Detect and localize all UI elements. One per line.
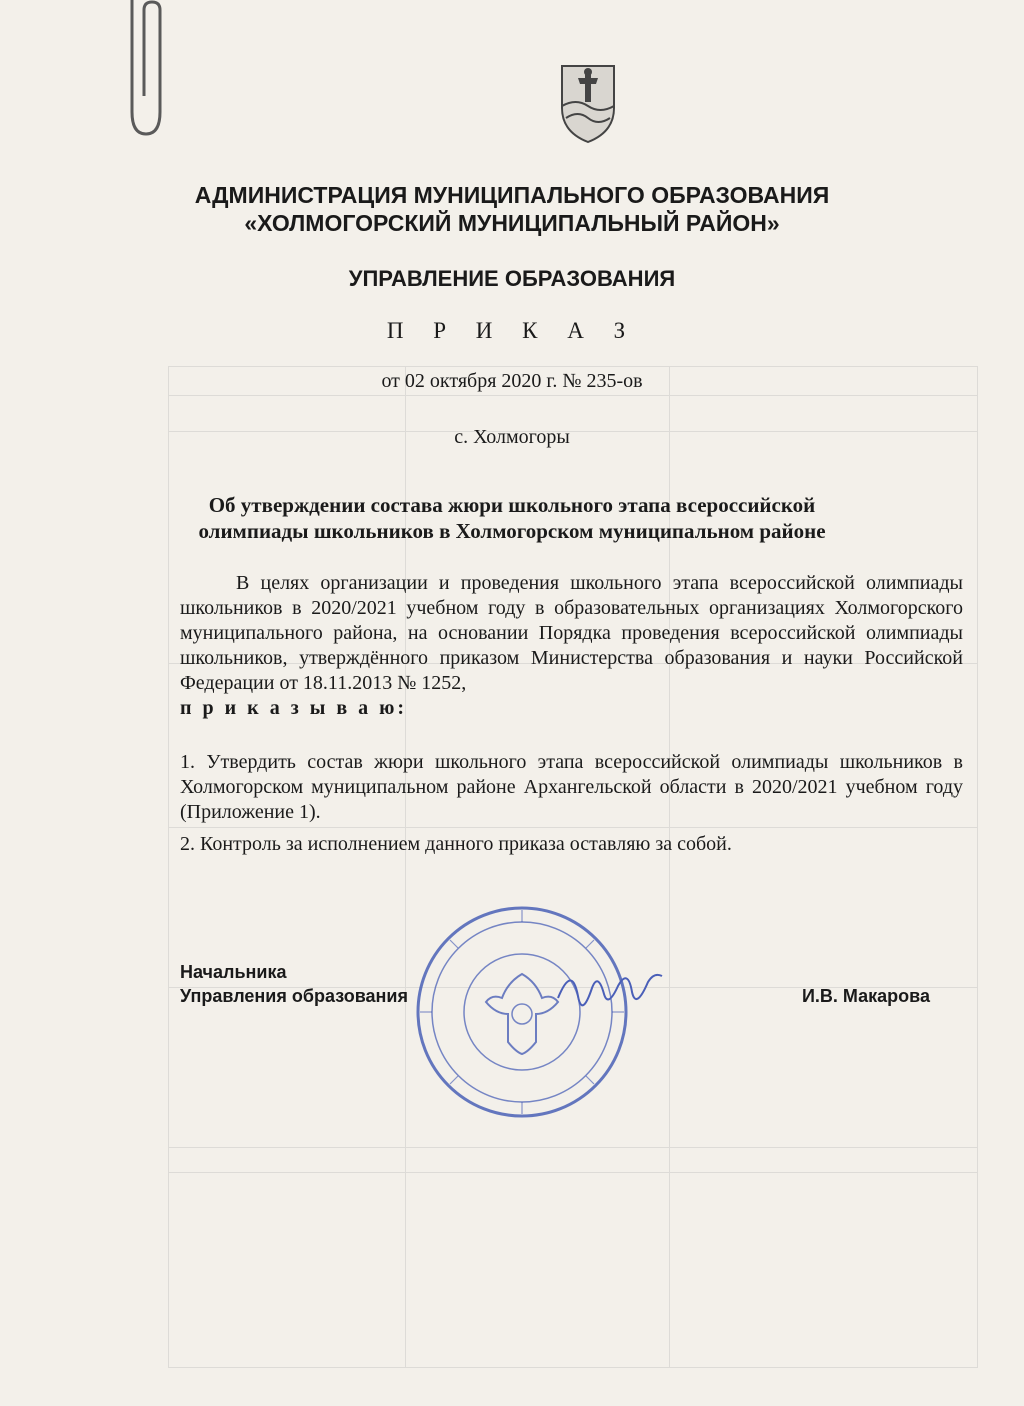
signature-block [180,960,950,1008]
intro-paragraph [180,571,963,721]
coat-of-arms-icon [556,62,620,144]
date-and-number: от 02 октября 2020 г. № 235-ов [381,370,643,392]
document-type: П Р И К А З [386,318,638,343]
department-title: УПРАВЛЕНИЕ ОБРАЗОВАНИЯ [348,266,676,291]
subject-line2: олимпиады школьников в Холмогорском муниципальном районе [198,519,826,543]
org-title-line1: АДМИНИСТРАЦИЯ МУНИЦИПАЛЬНОГО ОБРАЗОВАНИЯ [194,182,830,208]
order-item-1: 1. Утвердить состав жюри школьного этапа всероссийской олимпиады школьников в Холмогорском муниципальном районе Архангельской области в 2020/2021 учебном году (Приложение 1). [180,751,963,823]
place-of-issue: с. Холмогоры [454,426,570,448]
signatory-title-line2: Управления образования [180,986,408,1006]
signatory-title-line1: Начальника [180,962,287,982]
intro-text: В целях организации и проведения школьного этапа всероссийской олимпиады школьников в 2020/2021 учебном году в образовательных организациях Холмогорского муниципального района, на основании Порядка проведения всероссийской олимпиады школьников, утверждённого приказом Министерства образования и науки Российской Федерации от 18.11.2013 № 1252, [180,572,963,694]
paper-clip-icon [118,0,166,140]
order-item-2: 2. Контроль за исполнением данного приказа оставляю за собой. [180,833,732,855]
order-word: п р и к а з ы в а ю: [180,697,408,719]
signatory-name: И.В. Макарова [801,986,930,1006]
subject-line1: Об утверждении состава жюри школьного этапа всероссийской [208,493,816,517]
org-title-line2: «ХОЛМОГОРСКИЙ МУНИЦИПАЛЬНЫЙ РАЙОН» [244,210,780,236]
